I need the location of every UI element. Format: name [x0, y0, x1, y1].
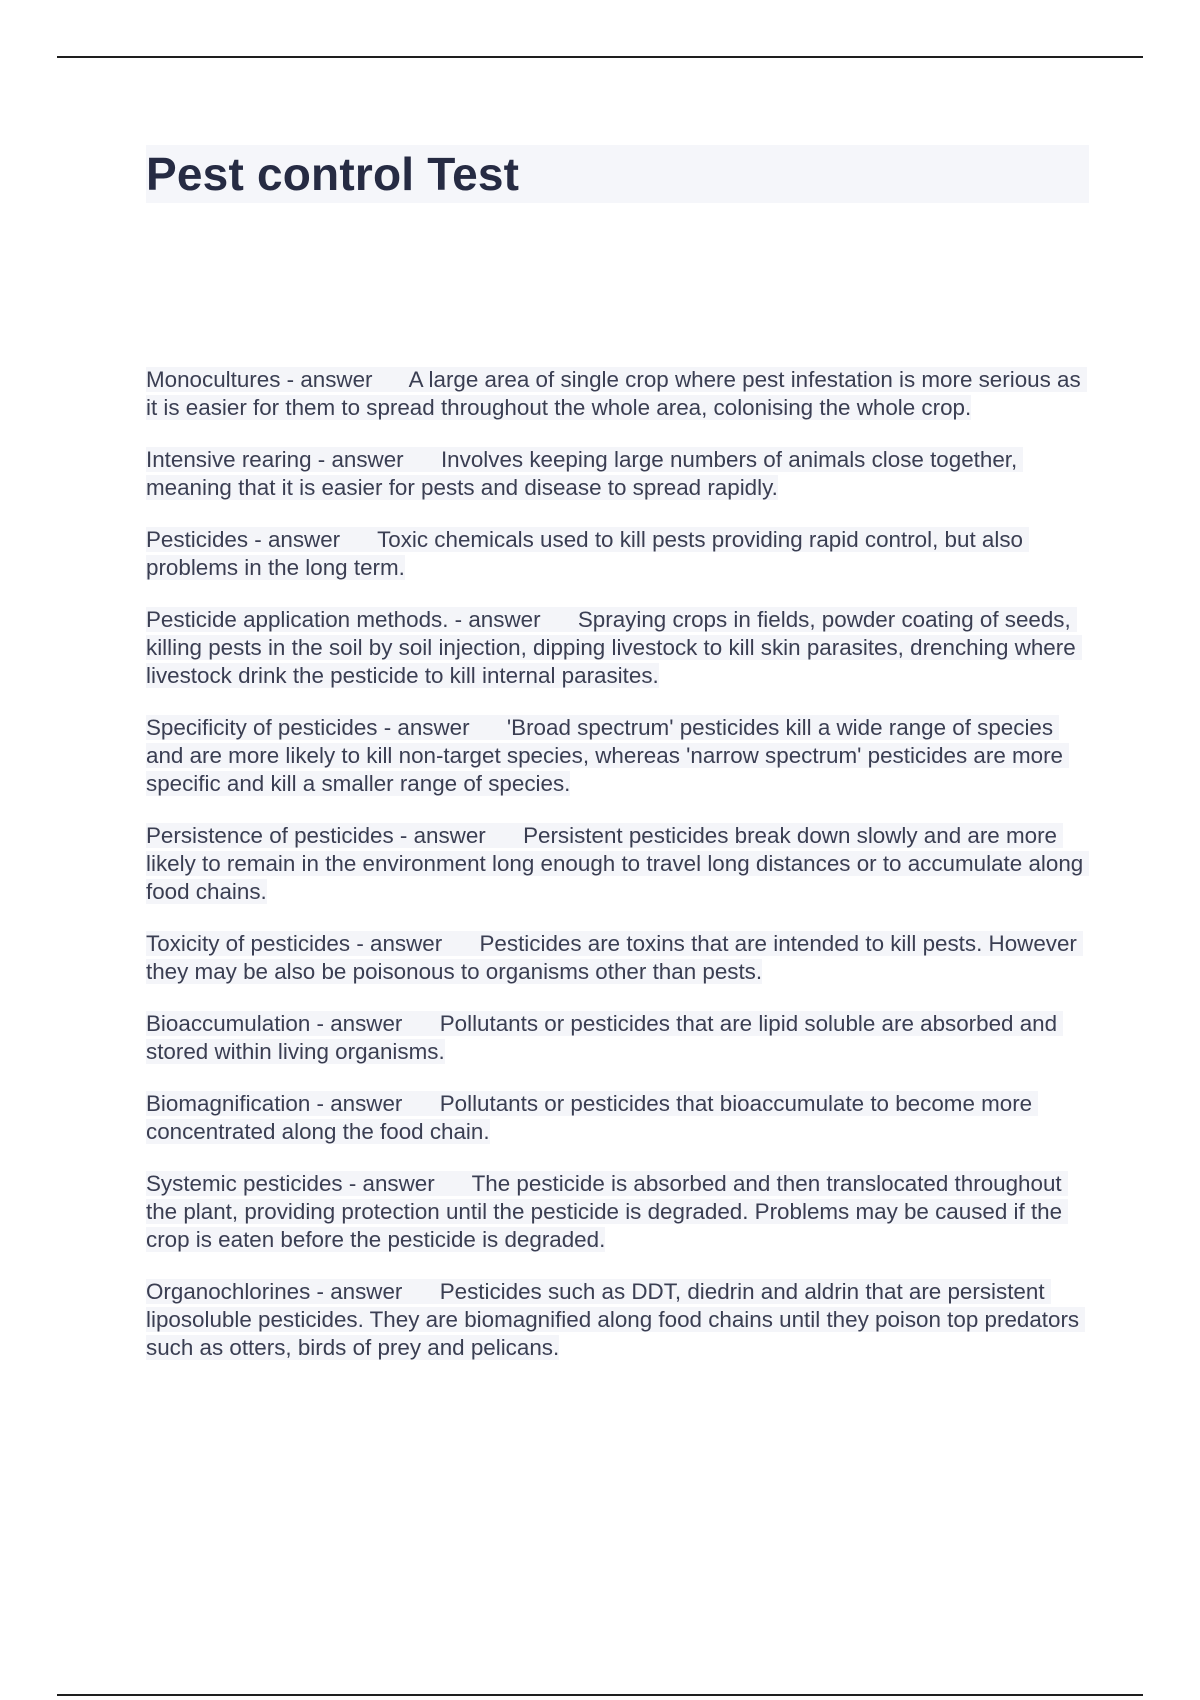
header-rule: [57, 56, 1143, 58]
card-separator: - answer: [350, 931, 443, 956]
card-term: Bioaccumulation: [146, 1011, 311, 1036]
flashcard: [146, 1010, 1096, 1066]
card-separator: - answer: [377, 715, 470, 740]
card-separator: - answer: [342, 1171, 435, 1196]
card-definition: Involves keeping large numbers of animals close together, meaning that it is easier for pests and disease to spread rapidly.: [146, 447, 1024, 500]
flashcard: [146, 714, 1096, 798]
flashcard: [146, 1170, 1096, 1254]
flashcard-list: [146, 366, 1096, 1386]
card-term: Organochlorines: [146, 1279, 311, 1304]
flashcard: [146, 606, 1096, 690]
card-definition: Spraying crops in fields, powder coating of seeds, killing pests in the soil by soil injection, dipping livestock to kill skin parasites, drenching where livestock drink the pesticide to kill internal parasites.: [146, 607, 1082, 688]
card-separator: - answer: [280, 367, 373, 392]
card-term: Systemic pesticides: [146, 1171, 343, 1196]
card-definition: Pollutants or pesticides that bioaccumulate to become more concentrated along the food chain.: [146, 1091, 1039, 1144]
card-separator: - answer: [311, 447, 404, 472]
card-term: Toxicity of pesticides: [146, 931, 351, 956]
card-separator: - answer: [448, 607, 541, 632]
card-term: Persistence of pesticides: [146, 823, 394, 848]
card-term: Monocultures: [146, 367, 281, 392]
flashcard: [146, 366, 1096, 422]
page-title: Pest control Test: [146, 148, 520, 200]
card-definition: Pesticides are toxins that are intended to kill pests. However they may be also be poisonous to organisms other than pests.: [146, 931, 1084, 984]
card-separator: - answer: [393, 823, 486, 848]
flashcard: [146, 446, 1096, 502]
card-definition: Pesticides such as DDT, diedrin and aldrin that are persistent liposoluble pesticides. They are biomagnified along food chains until they poison top predators such as otters, birds of prey and pelicans.: [146, 1279, 1086, 1360]
card-definition: A large area of single crop where pest infestation is more serious as it is easier for them to spread throughout the whole area, colonising the whole crop.: [146, 367, 1087, 420]
card-separator: - answer: [248, 527, 341, 552]
footer-rule: [57, 1694, 1143, 1696]
card-term: Biomagnification: [146, 1091, 311, 1116]
flashcard: [146, 822, 1096, 906]
flashcard: [146, 526, 1096, 582]
card-separator: - answer: [310, 1279, 403, 1304]
card-term: Pesticide application methods.: [146, 607, 449, 632]
card-definition: The pesticide is absorbed and then translocated throughout the plant, providing protection until the pesticide is degraded. Problems may be caused if the crop is eaten before the pesticide is degraded.: [146, 1171, 1069, 1252]
card-separator: - answer: [310, 1011, 403, 1036]
flashcard: [146, 930, 1096, 986]
card-definition: Toxic chemicals used to kill pests providing rapid control, but also problems in the long term.: [146, 527, 1030, 580]
flashcard: [146, 1090, 1096, 1146]
flashcard: [146, 1278, 1096, 1362]
card-term: Specificity of pesticides: [146, 715, 378, 740]
card-definition: Persistent pesticides break down slowly and are more likely to remain in the environment long enough to travel long distances or to accumulate along food chains.: [146, 823, 1090, 904]
card-term: Intensive rearing: [146, 447, 312, 472]
card-definition: Pollutants or pesticides that are lipid soluble are absorbed and stored within living organisms.: [146, 1011, 1064, 1064]
card-definition: 'Broad spectrum' pesticides kill a wide range of species and are more likely to kill non-target species, whereas 'narrow spectrum' pesticides are more specific and kill a smaller range of species.: [146, 715, 1070, 796]
card-term: Pesticides: [146, 527, 249, 552]
card-separator: - answer: [310, 1091, 403, 1116]
